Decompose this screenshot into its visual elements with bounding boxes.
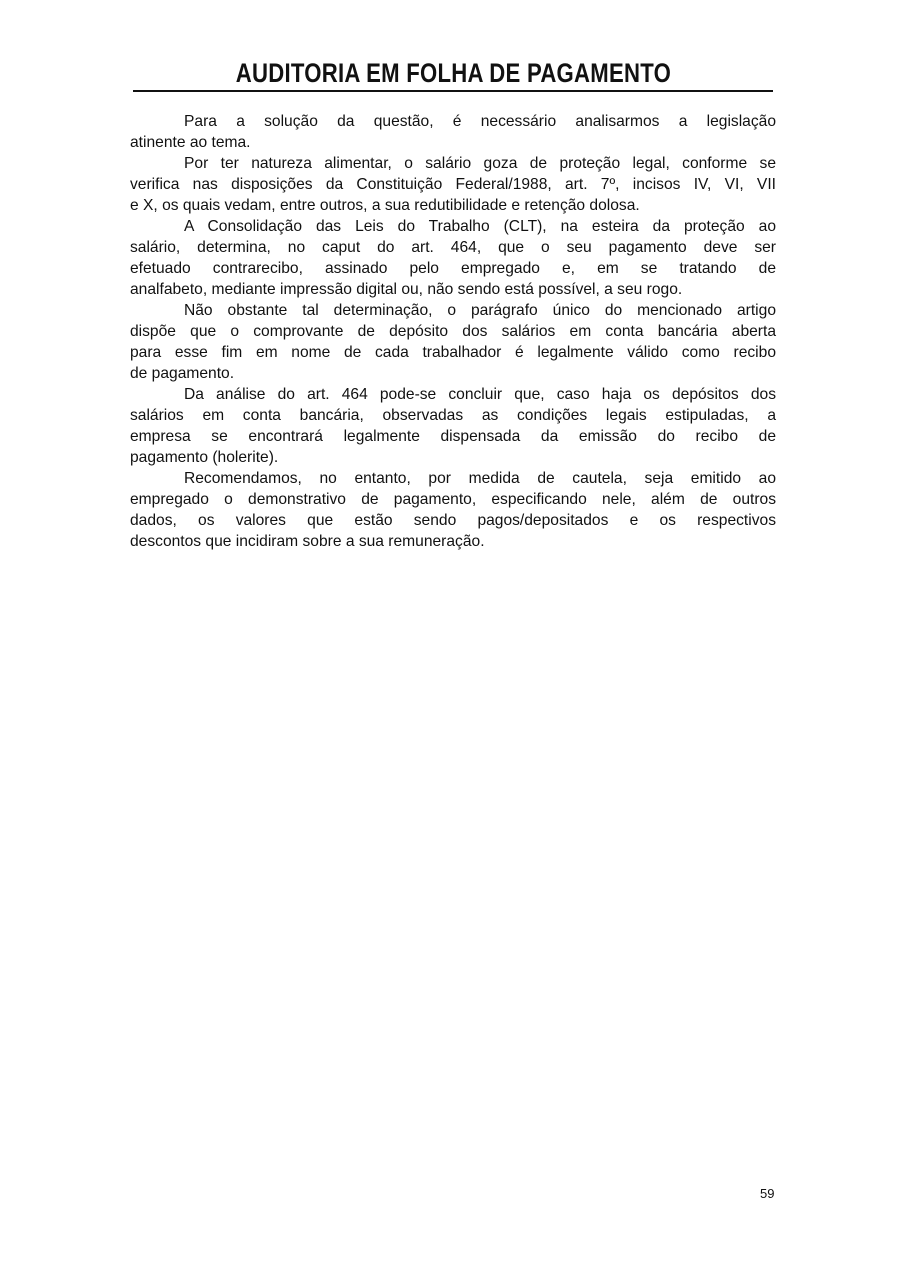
paragraph-line: Por ter natureza alimentar, o salário goza de proteção legal, conforme se xyxy=(184,155,776,172)
body-text xyxy=(130,111,776,552)
paragraph-line: dispõe que o comprovante de depósito dos salários em conta bancária aberta xyxy=(130,323,776,340)
page-header xyxy=(133,56,773,92)
paragraph-line: Não obstante tal determinação, o parágrafo único do mencionado artigo xyxy=(184,302,776,319)
paragraph-line: e X, os quais vedam, entre outros, a sua redutibilidade e retenção dolosa. xyxy=(130,197,640,214)
paragraph-line: atinente ao tema. xyxy=(130,134,251,151)
paragraph-line: salários em conta bancária, observadas as condições legais estipuladas, a xyxy=(130,407,776,424)
paragraph-line: Recomendamos, no entanto, por medida de cautela, seja emitido ao xyxy=(184,470,776,487)
paragraph xyxy=(130,111,776,153)
document-title: AUDITORIA EM FOLHA DE PAGAMENTO xyxy=(235,58,671,88)
paragraph-line: analfabeto, mediante impressão digital ou, não sendo está possível, a seu rogo. xyxy=(130,281,683,298)
paragraph-line: salário, determina, no caput do art. 464, que o seu pagamento deve ser xyxy=(130,239,776,256)
paragraph xyxy=(130,468,776,552)
paragraph xyxy=(130,300,776,384)
paragraph-line: de pagamento. xyxy=(130,365,235,382)
paragraph xyxy=(130,216,776,300)
paragraph-line: descontos que incidiram sobre a sua remuneração. xyxy=(130,533,485,550)
paragraph xyxy=(130,384,776,468)
paragraph-line: empregado o demonstrativo de pagamento, especificando nele, além de outros xyxy=(130,491,776,508)
paragraph-line: pagamento (holerite). xyxy=(130,449,279,466)
paragraph-line: para esse fim em nome de cada trabalhador é legalmente válido como recibo xyxy=(130,344,776,361)
paragraph-line: Para a solução da questão, é necessário analisarmos a legislação xyxy=(184,113,776,130)
paragraph-line: A Consolidação das Leis do Trabalho (CLT), na esteira da proteção ao xyxy=(184,218,776,235)
paragraph-line: dados, os valores que estão sendo pagos/depositados e os respectivos xyxy=(130,512,776,529)
paragraph-line: empresa se encontrará legalmente dispensada da emissão do recibo de xyxy=(130,428,776,445)
paragraph-line: Da análise do art. 464 pode-se concluir que, caso haja os depósitos dos xyxy=(184,386,776,403)
paragraph-line: verifica nas disposições da Constituição Federal/1988, art. 7º, incisos IV, VI, VII xyxy=(130,176,776,193)
page-number: 59 xyxy=(760,1186,775,1201)
paragraph xyxy=(130,153,776,216)
paragraph-line: efetuado contrarecibo, assinado pelo empregado e, em se tratando de xyxy=(130,260,776,277)
